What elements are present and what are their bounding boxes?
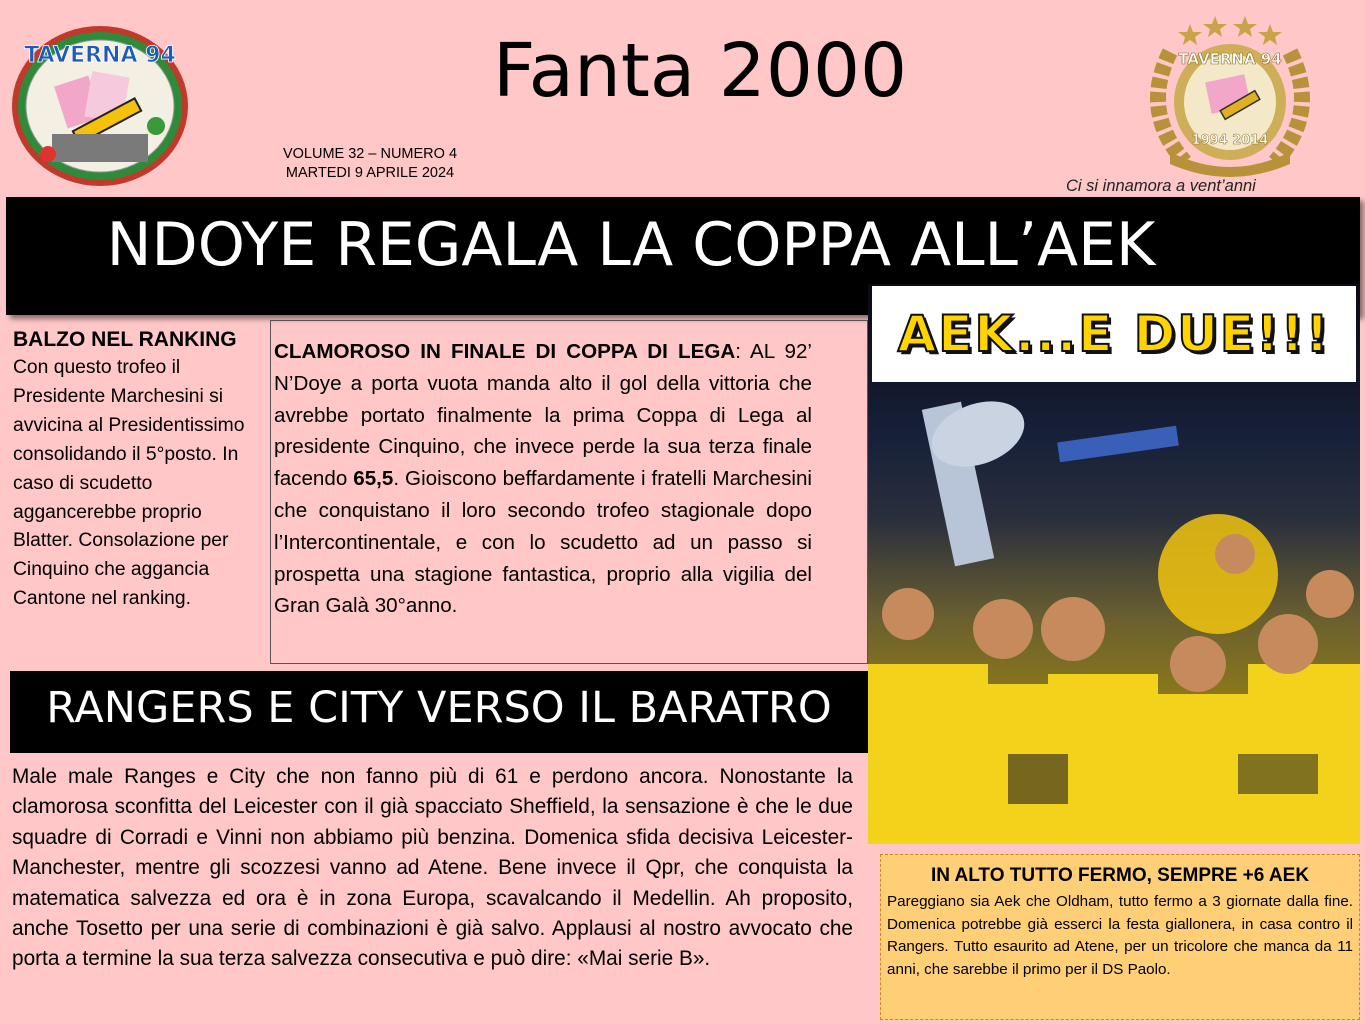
issue-date: MARTEDI 9 APRILE 2024 [285,165,455,181]
lead-text-part1: : AL 92’ N’Doye a porta vuota manda alto il gol della vittoria che avrebbe portato finalmente la prima Coppa di Lega al presidente Cinquino, che invece perde la sua terza finale facendo [274,340,812,491]
second-article: Male male Ranges e City che non fanno più di 61 e perdono ancora. Nonostante la clamorosa sconfitta del Leicester con il già spacciato Sheffield, la sensazione è che le due squadre di Corradi e Vinni non abbiamo più benzina. Domenica sfida decisiva Leicester-Manchester, mentre gli scozzesi vanno ad Atene. Bene invece il Qpr, che conquista la matematica salvezza ed ora è in zona Europa, scavalcando il Medellin. Ah proposito, anche Tosetto per una serie di combinazioni è già salvo. Applausi al nostro avvocato che porta a termine la sua terza salvezza consecutiva e può dire: «Mai serie B». [12,765,853,971]
standings-box-title: IN ALTO TUTTO FERMO, SEMPRE +6 AEK [930,865,1310,886]
sidebar-text: Con questo trofeo il Presidente Marchesini si avvicina al Presidentissimo consolidando il 5°posto. In caso di scudetto aggancerebbe proprio Blatter. Consolazione per Cinquino che aggancia Cantone nel ranking. [13,357,245,610]
ranking-sidebar [13,326,265,614]
photo-banner-text: AEK...E DUE!!! [897,305,1331,363]
lead-article [274,336,812,622]
main-headline: NDOYE REGALA LA COPPA ALL’AEK [106,210,1156,280]
logo-right-text: TAVERNA 94 [1178,50,1282,68]
taverna-94-anniversary-logo [1130,12,1330,184]
logo-left-text: TAVERNA 94 [24,43,176,68]
second-headline: RANGERS E CITY VERSO IL BARATRO [46,683,832,733]
lead-kicker: CLAMOROSO IN FINALE DI COPPA DI LEGA [274,340,736,363]
standings-box-text: Pareggiano sia Aek che Oldham, tutto fermo a 3 giornate dalla fine. Domenica potrebbe già esserci la festa giallonera, in casa contro il Rangers. Tutto esaurito ad Atene, per un tricolore che manca da 11 anni, che sarebbe il primo per il DS Paolo. [887,893,1353,978]
issue-volume: VOLUME 32 – NUMERO 4 [282,146,458,162]
newspaper-title: Fanta 2000 [492,28,908,114]
taverna-94-logo-left [8,22,192,190]
issue-info [250,145,490,183]
standings-box [880,854,1360,1020]
lead-text-part2: . Gioiscono beffardamente i fratelli Marchesini che conquistano il loro secondo trofeo stagionale dopo l’Intercontinentale, e con lo scudetto ad un passo si prospetta una stagione fantastica, proprio alla vigilia del Gran Galà 30°anno. [274,467,812,618]
lead-score: 65,5 [353,467,394,491]
sidebar-title: BALZO NEL RANKING [13,328,237,351]
photo-banner [872,286,1356,382]
logo-right-years: 1994 2014 [1191,133,1269,148]
motto: Ci si innamora a vent’anni [1066,177,1256,195]
